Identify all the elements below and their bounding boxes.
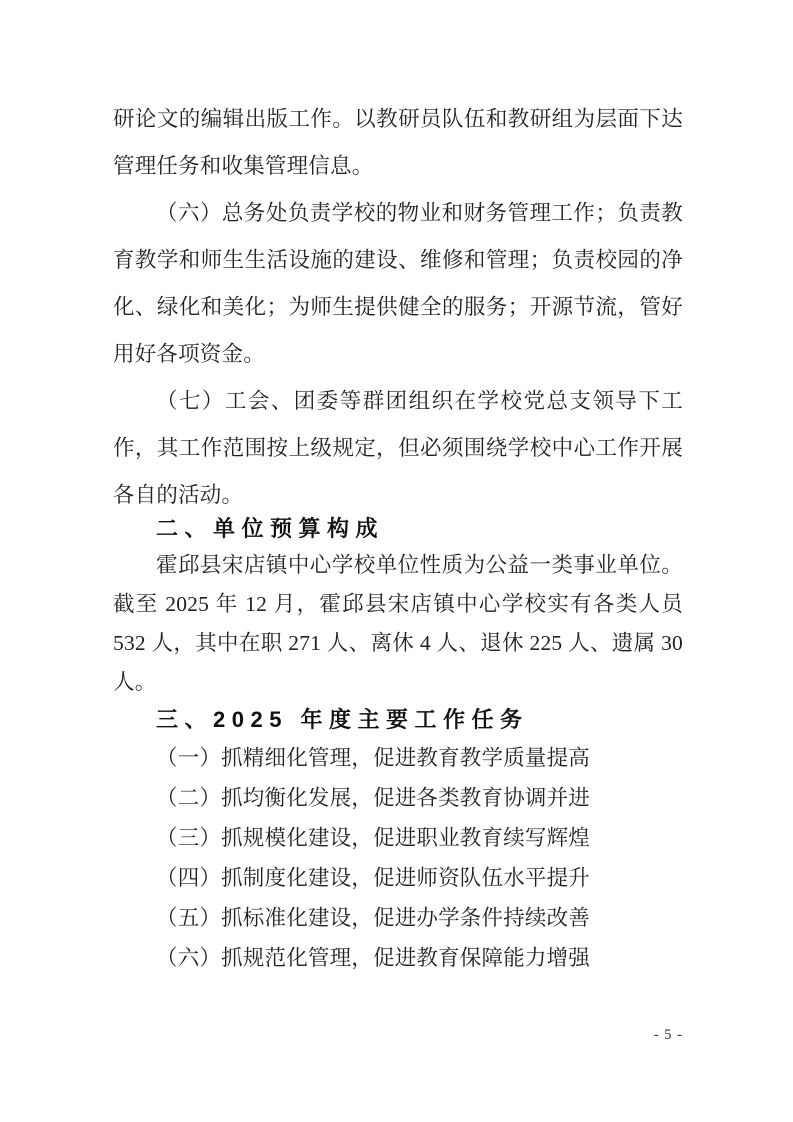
section-heading-budget-composition: 二、单位预算构成	[156, 516, 385, 541]
paragraph-continuation: 研论文的编辑出版工作。以教研员队伍和教研组为层面下达管理任务和收集管理信息。	[113, 107, 683, 178]
task-item: （六）抓规范化管理，促进教育保障能力增强	[156, 946, 591, 970]
paragraph-item-7: （七）工会、团委等群团组织在学校党总支领导下工作，其工作范围按上级规定，但必须围绕学校中心工作开展各自的活动。	[113, 389, 683, 507]
task-item: （一）抓精细化管理，促进教育教学质量提高	[156, 746, 591, 770]
task-item: （二）抓均衡化发展，促进各类教育协调并进	[156, 786, 591, 810]
paragraph-item-6: （六）总务处负责学校的物业和财务管理工作；负责教育教学和师生生活设施的建设、维修和管理；负责校园的净化、绿化和美化；为师生提供健全的服务；开源节流，管好用好各项资金。	[113, 201, 683, 366]
task-item: （四）抓制度化建设，促进师资队伍水平提升	[156, 866, 591, 890]
page-number: - 5 -	[653, 1027, 683, 1043]
task-item: （三）抓规模化建设，促进职业教育续写辉煌	[156, 826, 591, 850]
paragraph-budget-composition: 霍邱县宋店镇中心学校单位性质为公益一类事业单位。截至 2025 年 12 月，霍邱县宋店镇中心学校实有各类人员532 人，其中在职 271 人、离休 4 人、退休 225 人、遗属 30 人。	[113, 553, 683, 694]
task-list	[113, 738, 683, 978]
task-item: （五）抓标准化建设，促进办学条件持续改善	[156, 906, 591, 930]
section-heading-work-tasks: 三、2025 年度主要工作任务	[156, 707, 529, 732]
